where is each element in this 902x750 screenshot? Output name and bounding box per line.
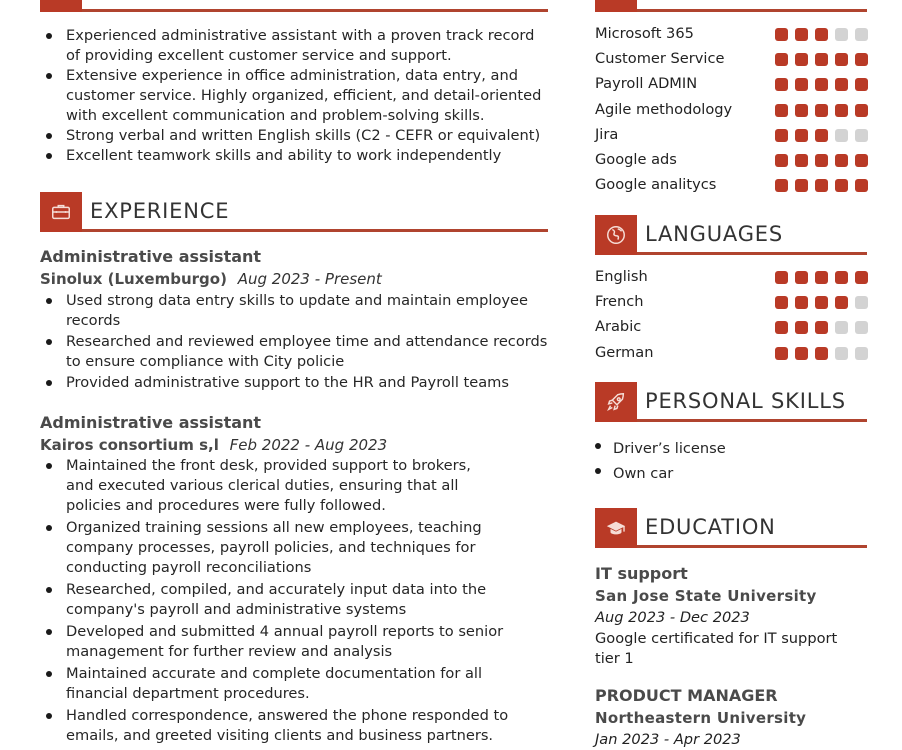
rating-dot-filled: [815, 179, 828, 192]
section-rule: [637, 252, 867, 255]
rating-dot-filled: [795, 104, 808, 117]
rating-dot-empty: [855, 28, 868, 41]
rating-dot-empty: [855, 321, 868, 334]
skill-rating: [775, 28, 868, 41]
rating-dot-filled: [815, 347, 828, 360]
job-bullet: Maintained the front desk, provided support to brokers, and executed various clerical duties, ensuring that all policies and procedures were fully followed.: [40, 456, 548, 516]
profile-icon: [40, 0, 82, 12]
rating-dot-empty: [835, 347, 848, 360]
rating-dot-filled: [855, 78, 868, 91]
rating-dot-filled: [795, 129, 808, 142]
personal-skills-list: [589, 436, 861, 486]
rating-dot-filled: [775, 321, 788, 334]
section-rule: [82, 9, 548, 12]
skill-row: [595, 149, 867, 174]
skill-row: [595, 48, 867, 73]
job-bullet: Maintained accurate and complete documentation for all financial department procedures.: [40, 664, 548, 704]
skill-rating: [775, 129, 868, 142]
section-title: EXPERIENCE: [90, 199, 230, 223]
language-label: Arabic: [595, 318, 642, 336]
skill-label: Payroll ADMIN: [595, 75, 698, 93]
personal-skill-item: Driver’s license: [589, 436, 861, 461]
job-bullet: Used strong data entry skills to update and maintain employee records: [40, 291, 548, 331]
rating-dot-filled: [795, 28, 808, 41]
education-section-header: [595, 508, 867, 548]
job-bullet: Organized training sessions all new employees, teaching company processes, payroll policies, and techniques for conducting payroll reconciliations: [40, 518, 548, 578]
job-bullet: Provided administrative support to the HR and Payroll teams: [40, 373, 548, 393]
rating-dot-filled: [775, 271, 788, 284]
summary-item: Experienced administrative assistant with a proven track record of providing excellent customer service and support.: [40, 26, 548, 66]
job-bullet: Researched, compiled, and accurately input data into the company's payroll and administrative systems: [40, 580, 548, 620]
skill-row: [595, 124, 867, 149]
rating-dot-filled: [795, 296, 808, 309]
job-bullets: [40, 291, 548, 393]
rating-dot-filled: [815, 129, 828, 142]
skill-row: [595, 174, 867, 199]
language-label: English: [595, 268, 648, 285]
job-bullet: Handled correspondence, answered the phone responded to emails, and greeted visiting clients and business partners.: [40, 706, 548, 746]
language-rating: [775, 271, 868, 284]
section-title: PERSONAL SKILLS: [645, 389, 846, 413]
language-row: [595, 342, 867, 367]
globe-icon: [595, 215, 637, 255]
rating-dot-filled: [835, 296, 848, 309]
rating-dot-filled: [815, 104, 828, 117]
rating-dot-filled: [795, 154, 808, 167]
summary-item: Strong verbal and written English skills (C2 - CEFR or equivalent): [40, 126, 548, 146]
summary-list: [40, 26, 548, 166]
rating-dot-filled: [815, 271, 828, 284]
rating-dot-filled: [815, 78, 828, 91]
rating-dot-filled: [775, 179, 788, 192]
rating-dot-filled: [855, 53, 868, 66]
rating-dot-filled: [855, 271, 868, 284]
section-rule: [637, 419, 867, 422]
rating-dot-filled: [815, 154, 828, 167]
skill-rating: [775, 154, 868, 167]
rating-dot-filled: [835, 271, 848, 284]
language-row: [595, 316, 867, 341]
section-title: LANGUAGES: [645, 222, 783, 246]
section-rule: [637, 545, 867, 548]
job-company: Kairos consortium s,l: [40, 436, 219, 454]
job-bullets: [40, 456, 548, 746]
rocket-icon: [595, 382, 637, 422]
skill-row: [595, 73, 867, 98]
rating-dot-filled: [835, 104, 848, 117]
job-dates: Feb 2022 - Aug 2023: [229, 436, 388, 454]
languages-section-header: [595, 215, 867, 255]
job-bullet: Researched and reviewed employee time and attendance records to ensure compliance with City policie: [40, 332, 548, 372]
language-rating: [775, 296, 868, 309]
job-company: Sinolux (Luxemburgo): [40, 270, 227, 288]
rating-dot-filled: [775, 53, 788, 66]
job-dates: Aug 2023 - Present: [237, 270, 382, 288]
skill-row: [595, 23, 867, 48]
rating-dot-filled: [835, 154, 848, 167]
skill-row: [595, 99, 867, 124]
rating-dot-filled: [815, 53, 828, 66]
summary-item: Excellent teamwork skills and ability to work independently: [40, 146, 548, 166]
skill-label: Jira: [595, 125, 619, 143]
skill-label: Customer Service: [595, 50, 725, 68]
skill-label: Google ads: [595, 151, 677, 168]
graduation-cap-icon: [595, 508, 637, 548]
job-entry: [40, 412, 548, 746]
rating-dot-filled: [795, 271, 808, 284]
rating-dot-filled: [775, 104, 788, 117]
education-title: PRODUCT MANAGER: [595, 686, 778, 705]
education-title: IT support: [595, 564, 688, 583]
skill-rating: [775, 53, 868, 66]
skills-section-header: [595, 0, 867, 12]
rating-dot-filled: [835, 78, 848, 91]
skill-label: Google analitycs: [595, 176, 717, 194]
skill-rating: [775, 104, 868, 117]
rating-dot-filled: [775, 78, 788, 91]
education-entry: [595, 685, 867, 750]
rating-dot-filled: [795, 179, 808, 192]
rating-dot-empty: [835, 28, 848, 41]
rating-dot-filled: [775, 154, 788, 167]
education-school: San Jose State University: [595, 587, 817, 605]
language-rating: [775, 321, 868, 334]
rating-dot-filled: [775, 296, 788, 309]
summary-section-header: [40, 0, 548, 12]
education-entry: [595, 563, 867, 669]
section-title: EDUCATION: [645, 515, 776, 539]
job-title: Administrative assistant: [40, 247, 262, 266]
rating-dot-empty: [855, 129, 868, 142]
education-dates: Jan 2023 - Apr 2023: [595, 731, 741, 748]
rating-dot-filled: [775, 347, 788, 360]
language-label: German: [595, 343, 654, 361]
skill-rating: [775, 78, 868, 91]
language-row: [595, 291, 867, 316]
rating-dot-empty: [855, 296, 868, 309]
skills-icon: [595, 0, 637, 12]
rating-dot-filled: [835, 53, 848, 66]
education-school: Northeastern University: [595, 709, 807, 727]
education-description: Google certificated for IT support tier 1: [595, 630, 838, 667]
skill-label: Agile methodology: [595, 100, 733, 118]
skill-rating: [775, 179, 868, 192]
education-dates: Aug 2023 - Dec 2023: [595, 609, 750, 626]
rating-dot-filled: [795, 321, 808, 334]
rating-dot-filled: [795, 53, 808, 66]
summary-item: Extensive experience in office administration, data entry, and customer service. Highly organized, efficient, and detail-oriented with excellent communication and problem-solving skills.: [40, 66, 548, 126]
personal-skills-section-header: [595, 382, 867, 422]
rating-dot-filled: [815, 296, 828, 309]
job-bullet: Developed and submitted 4 annual payroll reports to senior management for further review and analysis: [40, 622, 548, 662]
job-title: Administrative assistant: [40, 413, 262, 432]
briefcase-icon: [40, 192, 82, 232]
personal-skill-item: Own car: [589, 461, 861, 486]
job-meta: [40, 434, 548, 456]
language-rating: [775, 347, 868, 360]
job-entry: [40, 246, 548, 393]
rating-dot-filled: [815, 321, 828, 334]
job-meta: [40, 268, 548, 290]
rating-dot-empty: [835, 321, 848, 334]
rating-dot-empty: [855, 347, 868, 360]
language-label: French: [595, 293, 644, 311]
rating-dot-filled: [815, 28, 828, 41]
rating-dot-filled: [855, 154, 868, 167]
skill-label: Microsoft 365: [595, 25, 694, 42]
rating-dot-filled: [775, 28, 788, 41]
section-rule: [637, 9, 867, 12]
rating-dot-filled: [775, 129, 788, 142]
rating-dot-filled: [855, 179, 868, 192]
rating-dot-filled: [795, 78, 808, 91]
language-row: [595, 266, 867, 291]
section-rule: [82, 229, 548, 232]
experience-section-header: [40, 192, 548, 232]
rating-dot-empty: [835, 129, 848, 142]
rating-dot-filled: [855, 104, 868, 117]
rating-dot-filled: [795, 347, 808, 360]
rating-dot-filled: [835, 179, 848, 192]
